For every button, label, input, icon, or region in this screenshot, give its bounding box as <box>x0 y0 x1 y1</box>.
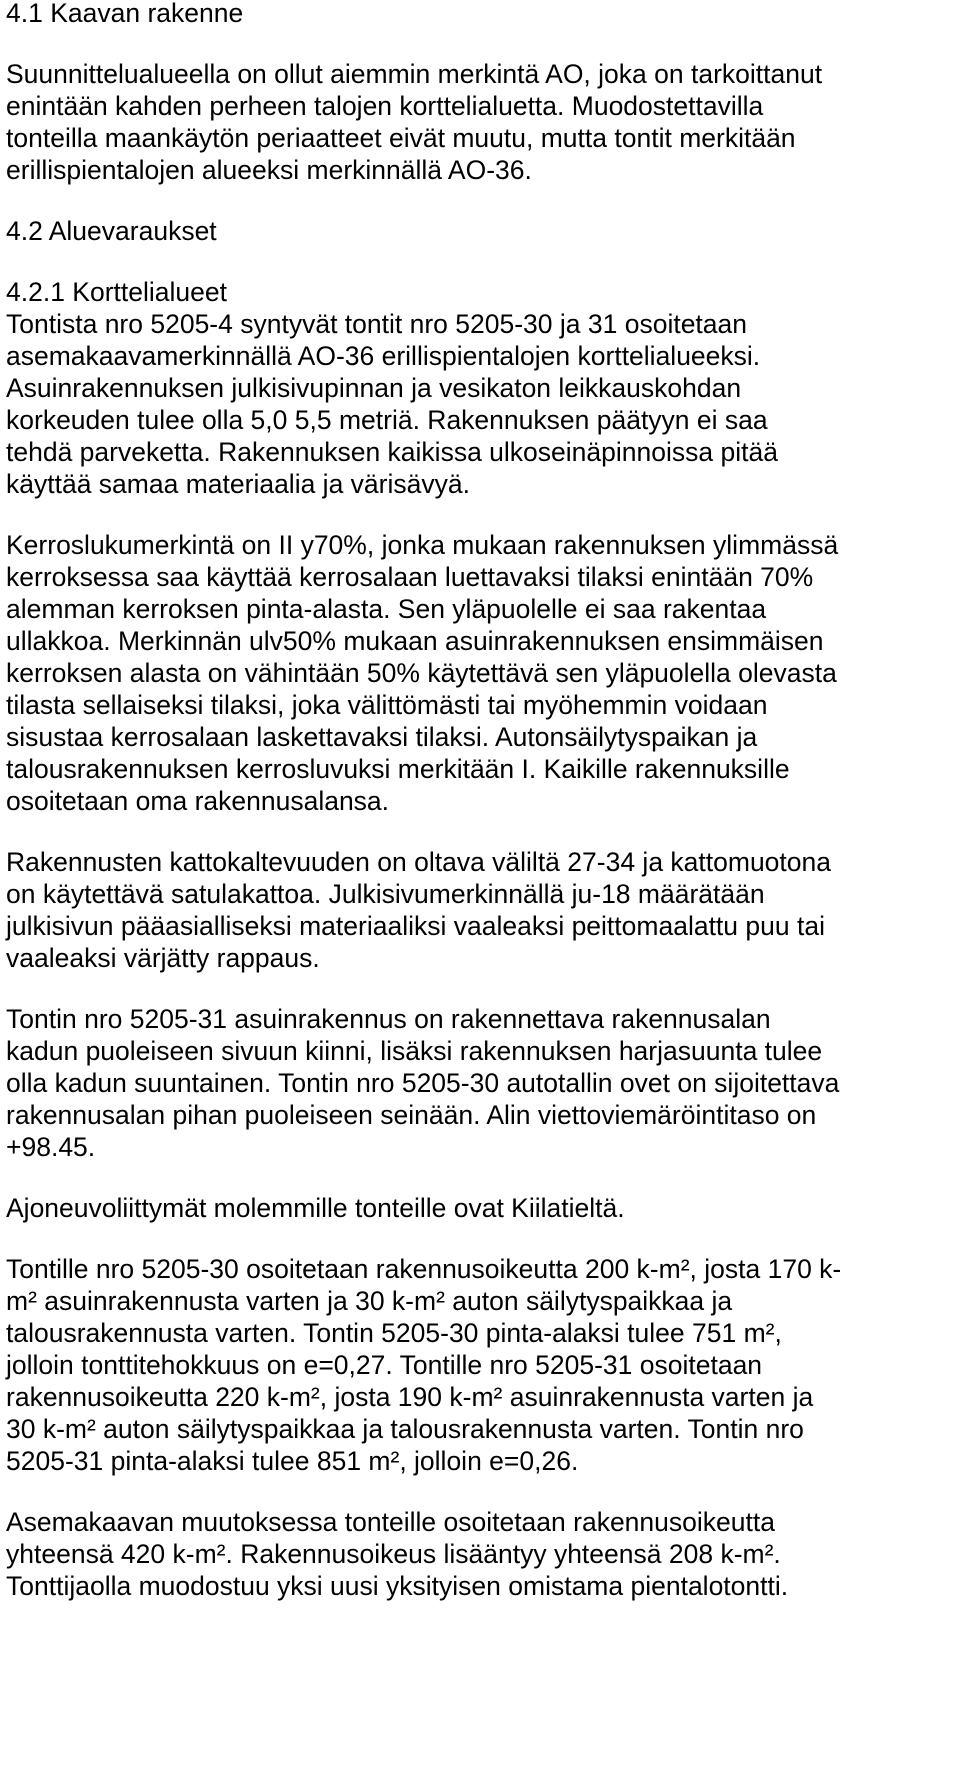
text-line: rakennusalan pihan puoleiseen seinään. Alin viettoviemäröintitaso on <box>6 1100 817 1130</box>
text-line: käyttää samaa materiaalia ja värisävyä. <box>6 469 470 499</box>
text-line: tonteilla maankäytön periaatteet eivät muutu, mutta tontit merkitään <box>6 123 796 153</box>
text-line: Tonttijaolla muodostuu yksi uusi yksityisen omistama pientalotontti. <box>6 1571 789 1601</box>
text-line: Asemakaavan muutoksessa tonteille osoitetaan rakennusoikeutta <box>6 1507 775 1537</box>
text-line: +98.45. <box>6 1132 96 1162</box>
text-line: korkeuden tulee olla 5,0 5,5 metriä. Rakennuksen päätyyn ei saa <box>6 405 768 435</box>
text-line: tilasta sellaiseksi tilaksi, joka välittömästi tai myöhemmin voidaan <box>6 690 768 720</box>
section-heading: 4.1 Kaavan rakenne <box>6 0 244 28</box>
text-line: Rakennusten kattokaltevuuden on oltava väliltä 27-34 ja kattomuotona <box>6 847 831 877</box>
text-line: Tontista nro 5205-4 syntyvät tontit nro 5205-30 ja 31 osoitetaan <box>6 309 748 339</box>
text-line: vaaleaksi värjätty rappaus. <box>6 943 320 973</box>
text-line: 5205-31 pinta-alaksi tulee 851 m², jolloin e=0,26. <box>6 1446 579 1476</box>
text-line: Tontille nro 5205-30 osoitetaan rakennusoikeutta 200 k-m², josta 170 k- <box>6 1254 842 1284</box>
text-line: julkisivun pääasialliseksi materiaaliksi vaaleaksi peittomaalattu puu tai <box>6 911 825 941</box>
text-line: sisustaa kerrosalaan laskettavaksi tilaksi. Autonsäilytyspaikan ja <box>6 722 758 752</box>
text-line: Kerroslukumerkintä on II y70%, jonka mukaan rakennuksen ylimmässä <box>6 530 839 560</box>
subsection-heading: 4.2.1 Korttelialueet <box>6 277 227 307</box>
text-line: Suunnittelualueella on ollut aiemmin merkintä AO, joka on tarkoittanut <box>6 59 823 89</box>
text-line: tehdä parveketta. Rakennuksen kaikissa ulkoseinäpinnoissa pitää <box>6 437 778 467</box>
text-line: osoitetaan oma rakennusalansa. <box>6 786 390 816</box>
text-line: jolloin tonttitehokkuus on e=0,27. Tontille nro 5205-31 osoitetaan <box>6 1350 763 1380</box>
text-line: kerroksessa saa käyttää kerrosalaan luettavaksi tilaksi enintään 70% <box>6 562 814 592</box>
text-line: kerroksen alasta on vähintään 50% käytettävä sen yläpuolella olevasta <box>6 658 837 688</box>
text-line: talousrakennuksen kerrosluvuksi merkitään I. Kaikille rakennuksille <box>6 754 790 784</box>
text-line: talousrakennusta varten. Tontin 5205-30 pinta-alaksi tulee 751 m², <box>6 1318 782 1348</box>
text-line: Ajoneuvoliittymät molemmille tonteille ovat Kiilatieltä. <box>6 1193 625 1223</box>
text-line: rakennusoikeutta 220 k-m², josta 190 k-m² asuinrakennusta varten ja <box>6 1382 814 1412</box>
text-line: alemman kerroksen pinta-alasta. Sen yläpuolelle ei saa rakentaa <box>6 594 767 624</box>
text-line: erillispientalojen alueeksi merkinnällä AO-36. <box>6 155 532 185</box>
section-heading: 4.2 Aluevaraukset <box>6 216 217 246</box>
text-line: kadun puoleiseen sivuun kiinni, lisäksi rakennuksen harjasuunta tulee <box>6 1036 823 1066</box>
text-line: enintään kahden perheen talojen korttelialuetta. Muodostettavilla <box>6 91 764 121</box>
text-line: m² asuinrakennusta varten ja 30 k-m² auton säilytyspaikkaa ja <box>6 1286 733 1316</box>
text-line: olla kadun suuntainen. Tontin nro 5205-30 autotallin ovet on sijoitettava <box>6 1068 840 1098</box>
text-line: asemakaavamerkinnällä AO-36 erillispientalojen korttelialueeksi. <box>6 341 761 371</box>
text-line: ullakkoa. Merkinnän ulv50% mukaan asuinrakennuksen ensimmäisen <box>6 626 824 656</box>
text-line: Tontin nro 5205-31 asuinrakennus on rakennettava rakennusalan <box>6 1004 771 1034</box>
text-line: 30 k-m² auton säilytyspaikkaa ja talousrakennusta varten. Tontin nro <box>6 1414 804 1444</box>
text-line: Asuinrakennuksen julkisivupinnan ja vesikaton leikkauskohdan <box>6 373 742 403</box>
text-line: on käytettävä satulakattoa. Julkisivumerkinnällä ju-18 määrätään <box>6 879 765 909</box>
text-line: yhteensä 420 k-m². Rakennusoikeus lisääntyy yhteensä 208 k-m². <box>6 1539 781 1569</box>
